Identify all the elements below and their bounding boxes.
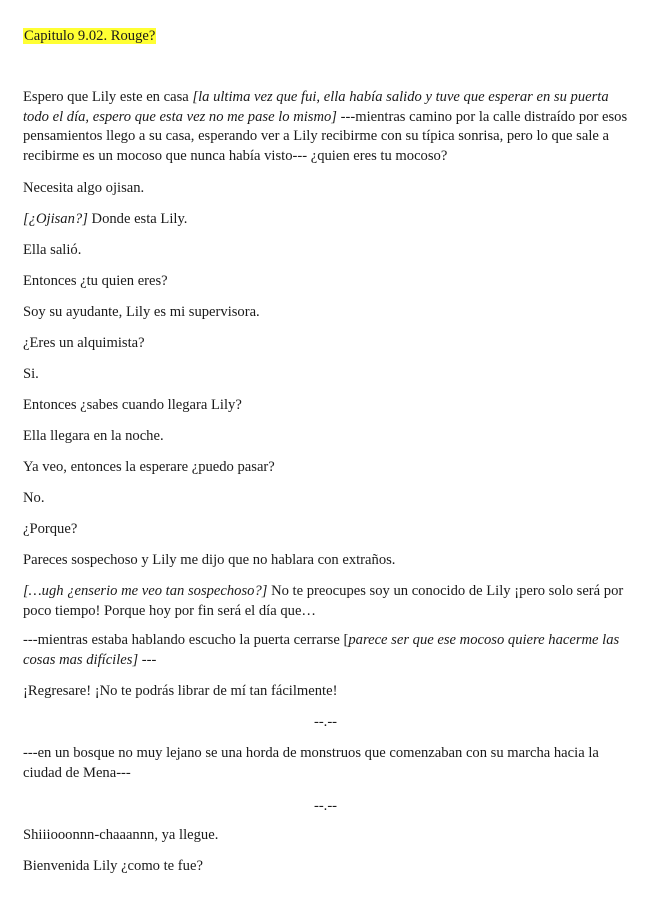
paragraph-text: Ya veo, entonces la esperare ¿puedo pasar?: [23, 459, 275, 475]
paragraph-text: ¿Eres un alquimista?: [23, 335, 145, 351]
section-divider: [23, 713, 628, 733]
thought-text: [¿Ojisan?]: [23, 211, 88, 227]
paragraph-text: Necesita algo ojisan.: [23, 180, 145, 196]
thought-text: [la ultima vez que fui, ella había salido y tuve que esperar en su puerta todo el día, espero que esta vez no me pase lo mismo]: [23, 89, 609, 125]
paragraph: [23, 427, 628, 447]
paragraph: [23, 334, 628, 354]
paragraph-text: ---en un bosque no muy lejano se una horda de monstruos que comenzaban con su marcha hacia la ciudad de Mena---: [23, 745, 599, 781]
chapter-title-highlight: Capitulo 9.02. Rouge?: [24, 28, 156, 44]
paragraph-text: ---mientras camino por la calle distraído por esos pensamientos llego a su casa, esperando ver a Lily recibirme con su típica sonrisa, pero lo que sale a recibirme es un mocoso que nunca había visto--- ¿quien eres tu mocoso?: [23, 108, 628, 164]
paragraph-text: ---: [138, 651, 157, 668]
paragraph-text: ¡Regresare! ¡No te podrás librar de mí tan fácilmente!: [23, 683, 338, 699]
paragraph-text: --.--: [313, 798, 338, 814]
paragraph-text: Soy su ayudante, Lily es mi supervisora.: [23, 304, 260, 320]
paragraph-text: Espero que Lily este en casa: [23, 89, 193, 105]
paragraph: [23, 88, 628, 166]
section-divider: [23, 797, 628, 817]
paragraph-text: Bienvenida Lily ¿como te fue?: [23, 858, 203, 874]
paragraph: [23, 744, 628, 783]
paragraph-text: Shiiiooonnn-chaaannn, ya llegue.: [23, 827, 219, 843]
chapter-title: [23, 27, 156, 45]
paragraph-text: ¿Porque?: [23, 521, 78, 537]
paragraph-text: Ella salió.: [23, 242, 82, 258]
thought-text: parece ser que ese mocoso quiere hacerme las cosas mas difíciles]: [23, 632, 620, 668]
paragraph-text: ---mientras estaba hablando escucho la puerta cerrarse [: [23, 632, 349, 648]
paragraph-text: Ella llegara en la noche.: [23, 428, 164, 444]
paragraph-text: No.: [23, 490, 45, 506]
paragraph: [23, 179, 628, 199]
paragraph: [23, 489, 628, 509]
paragraph-text: Donde esta Lily.: [87, 211, 188, 227]
paragraph: [23, 365, 628, 385]
paragraph-text: Si.: [23, 366, 39, 382]
paragraph: [23, 303, 628, 323]
paragraph-text: No te preocupes soy un conocido de Lily ¡pero solo será por poco tiempo! Porque hoy por fin será el día que…: [23, 583, 624, 619]
paragraph: [23, 551, 628, 571]
thought-text: […ugh ¿enserio me veo tan sospechoso?]: [23, 583, 268, 599]
paragraph-text: Pareces sospechoso y Lily me dijo que no hablara con extraños.: [23, 552, 396, 568]
paragraph: [23, 631, 628, 670]
paragraph: [23, 396, 628, 416]
paragraph: [23, 272, 628, 292]
paragraph: [23, 241, 628, 261]
paragraph-text: Entonces ¿tu quien eres?: [23, 273, 168, 289]
paragraph: [23, 826, 628, 846]
paragraph: [23, 682, 628, 702]
paragraph-text: Entonces ¿sabes cuando llegara Lily?: [23, 397, 242, 413]
paragraph: [23, 582, 628, 621]
paragraph: [23, 857, 628, 877]
paragraph-text: --.--: [313, 714, 338, 730]
paragraph: [23, 520, 628, 540]
paragraph: [23, 210, 628, 230]
paragraph: [23, 458, 628, 478]
